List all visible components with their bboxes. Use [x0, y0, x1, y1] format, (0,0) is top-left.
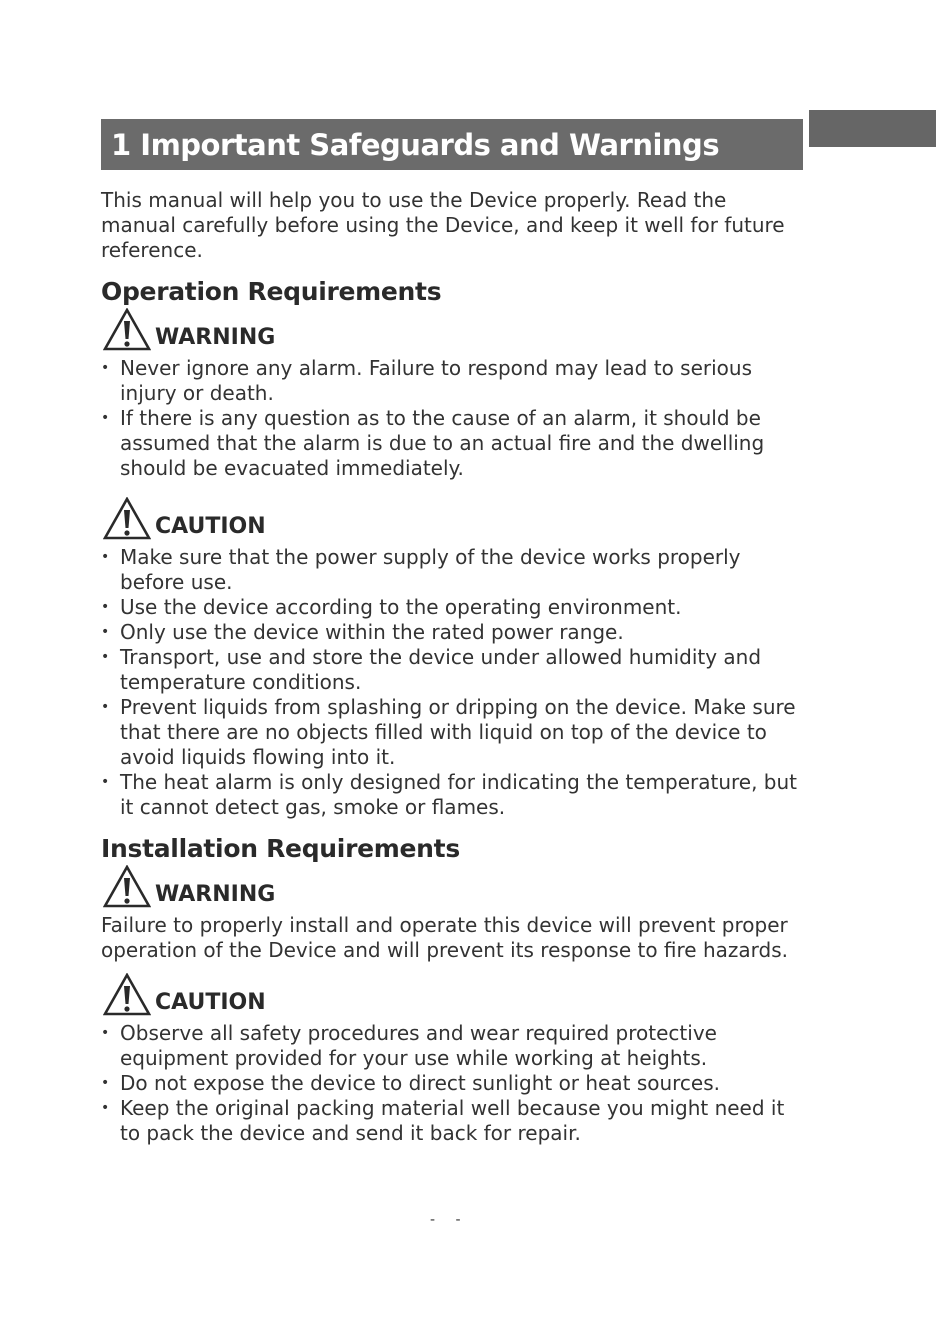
warning-triangle-icon: [103, 865, 151, 909]
operation-requirements-heading: Operation Requirements: [101, 277, 442, 306]
operation-caution-list: [101, 545, 801, 820]
installation-requirements-heading: Installation Requirements: [101, 834, 460, 863]
installation-warning-notice: [103, 863, 801, 909]
warning-triangle-icon: [103, 308, 151, 352]
list-item: • Observe all safety procedures and wear required protective equipment provided for your use while working at heights.: [101, 1021, 801, 1071]
list-item: • Transport, use and store the device under allowed humidity and temperature conditions.: [101, 645, 801, 695]
warning-label: WARNING: [155, 882, 276, 907]
installation-caution-list: [101, 1021, 801, 1146]
chapter-edge-tab: [809, 110, 936, 147]
list-item: • If there is any question as to the cause of an alarm, it should be assumed that the alarm is due to an actual fire and the dwelling should be evacuated immediately.: [101, 406, 801, 481]
operation-warning-list: [101, 356, 801, 481]
list-item: • Use the device according to the operating environment.: [101, 595, 801, 620]
intro-paragraph: This manual will help you to use the Device properly. Read the manual carefully before using the Device, and keep it well for future reference.: [101, 188, 785, 262]
list-item: • Make sure that the power supply of the device works properly before use.: [101, 545, 801, 595]
installation-warning-text: Failure to properly install and operate this device will prevent proper operation of the Device and will prevent its response to fire hazards.: [101, 913, 789, 962]
chapter-header: [101, 119, 803, 170]
list-item: • Prevent liquids from splashing or dripping on the device. Make sure that there are no objects filled with liquid on top of the device to avoid liquids flowing into it.: [101, 695, 801, 770]
page-content: [101, 188, 801, 1146]
installation-caution-notice: [103, 971, 801, 1017]
warning-label: WARNING: [155, 325, 276, 350]
list-item: • Do not expose the device to direct sunlight or heat sources.: [101, 1071, 801, 1096]
list-item: • Never ignore any alarm. Failure to respond may lead to serious injury or death.: [101, 356, 801, 406]
operation-caution-notice: [103, 495, 801, 541]
warning-triangle-icon: [103, 973, 151, 1017]
operation-warning-notice: [103, 306, 801, 352]
page-number-marker: - -: [430, 1212, 469, 1228]
warning-triangle-icon: [103, 497, 151, 541]
chapter-title: 1 Important Safeguards and Warnings: [111, 127, 720, 162]
caution-label: CAUTION: [155, 514, 266, 539]
list-item: • Keep the original packing material well because you might need it to pack the device and send it back for repair.: [101, 1096, 801, 1146]
list-item: • The heat alarm is only designed for indicating the temperature, but it cannot detect gas, smoke or flames.: [101, 770, 801, 820]
list-item: • Only use the device within the rated power range.: [101, 620, 801, 645]
caution-label: CAUTION: [155, 990, 266, 1015]
